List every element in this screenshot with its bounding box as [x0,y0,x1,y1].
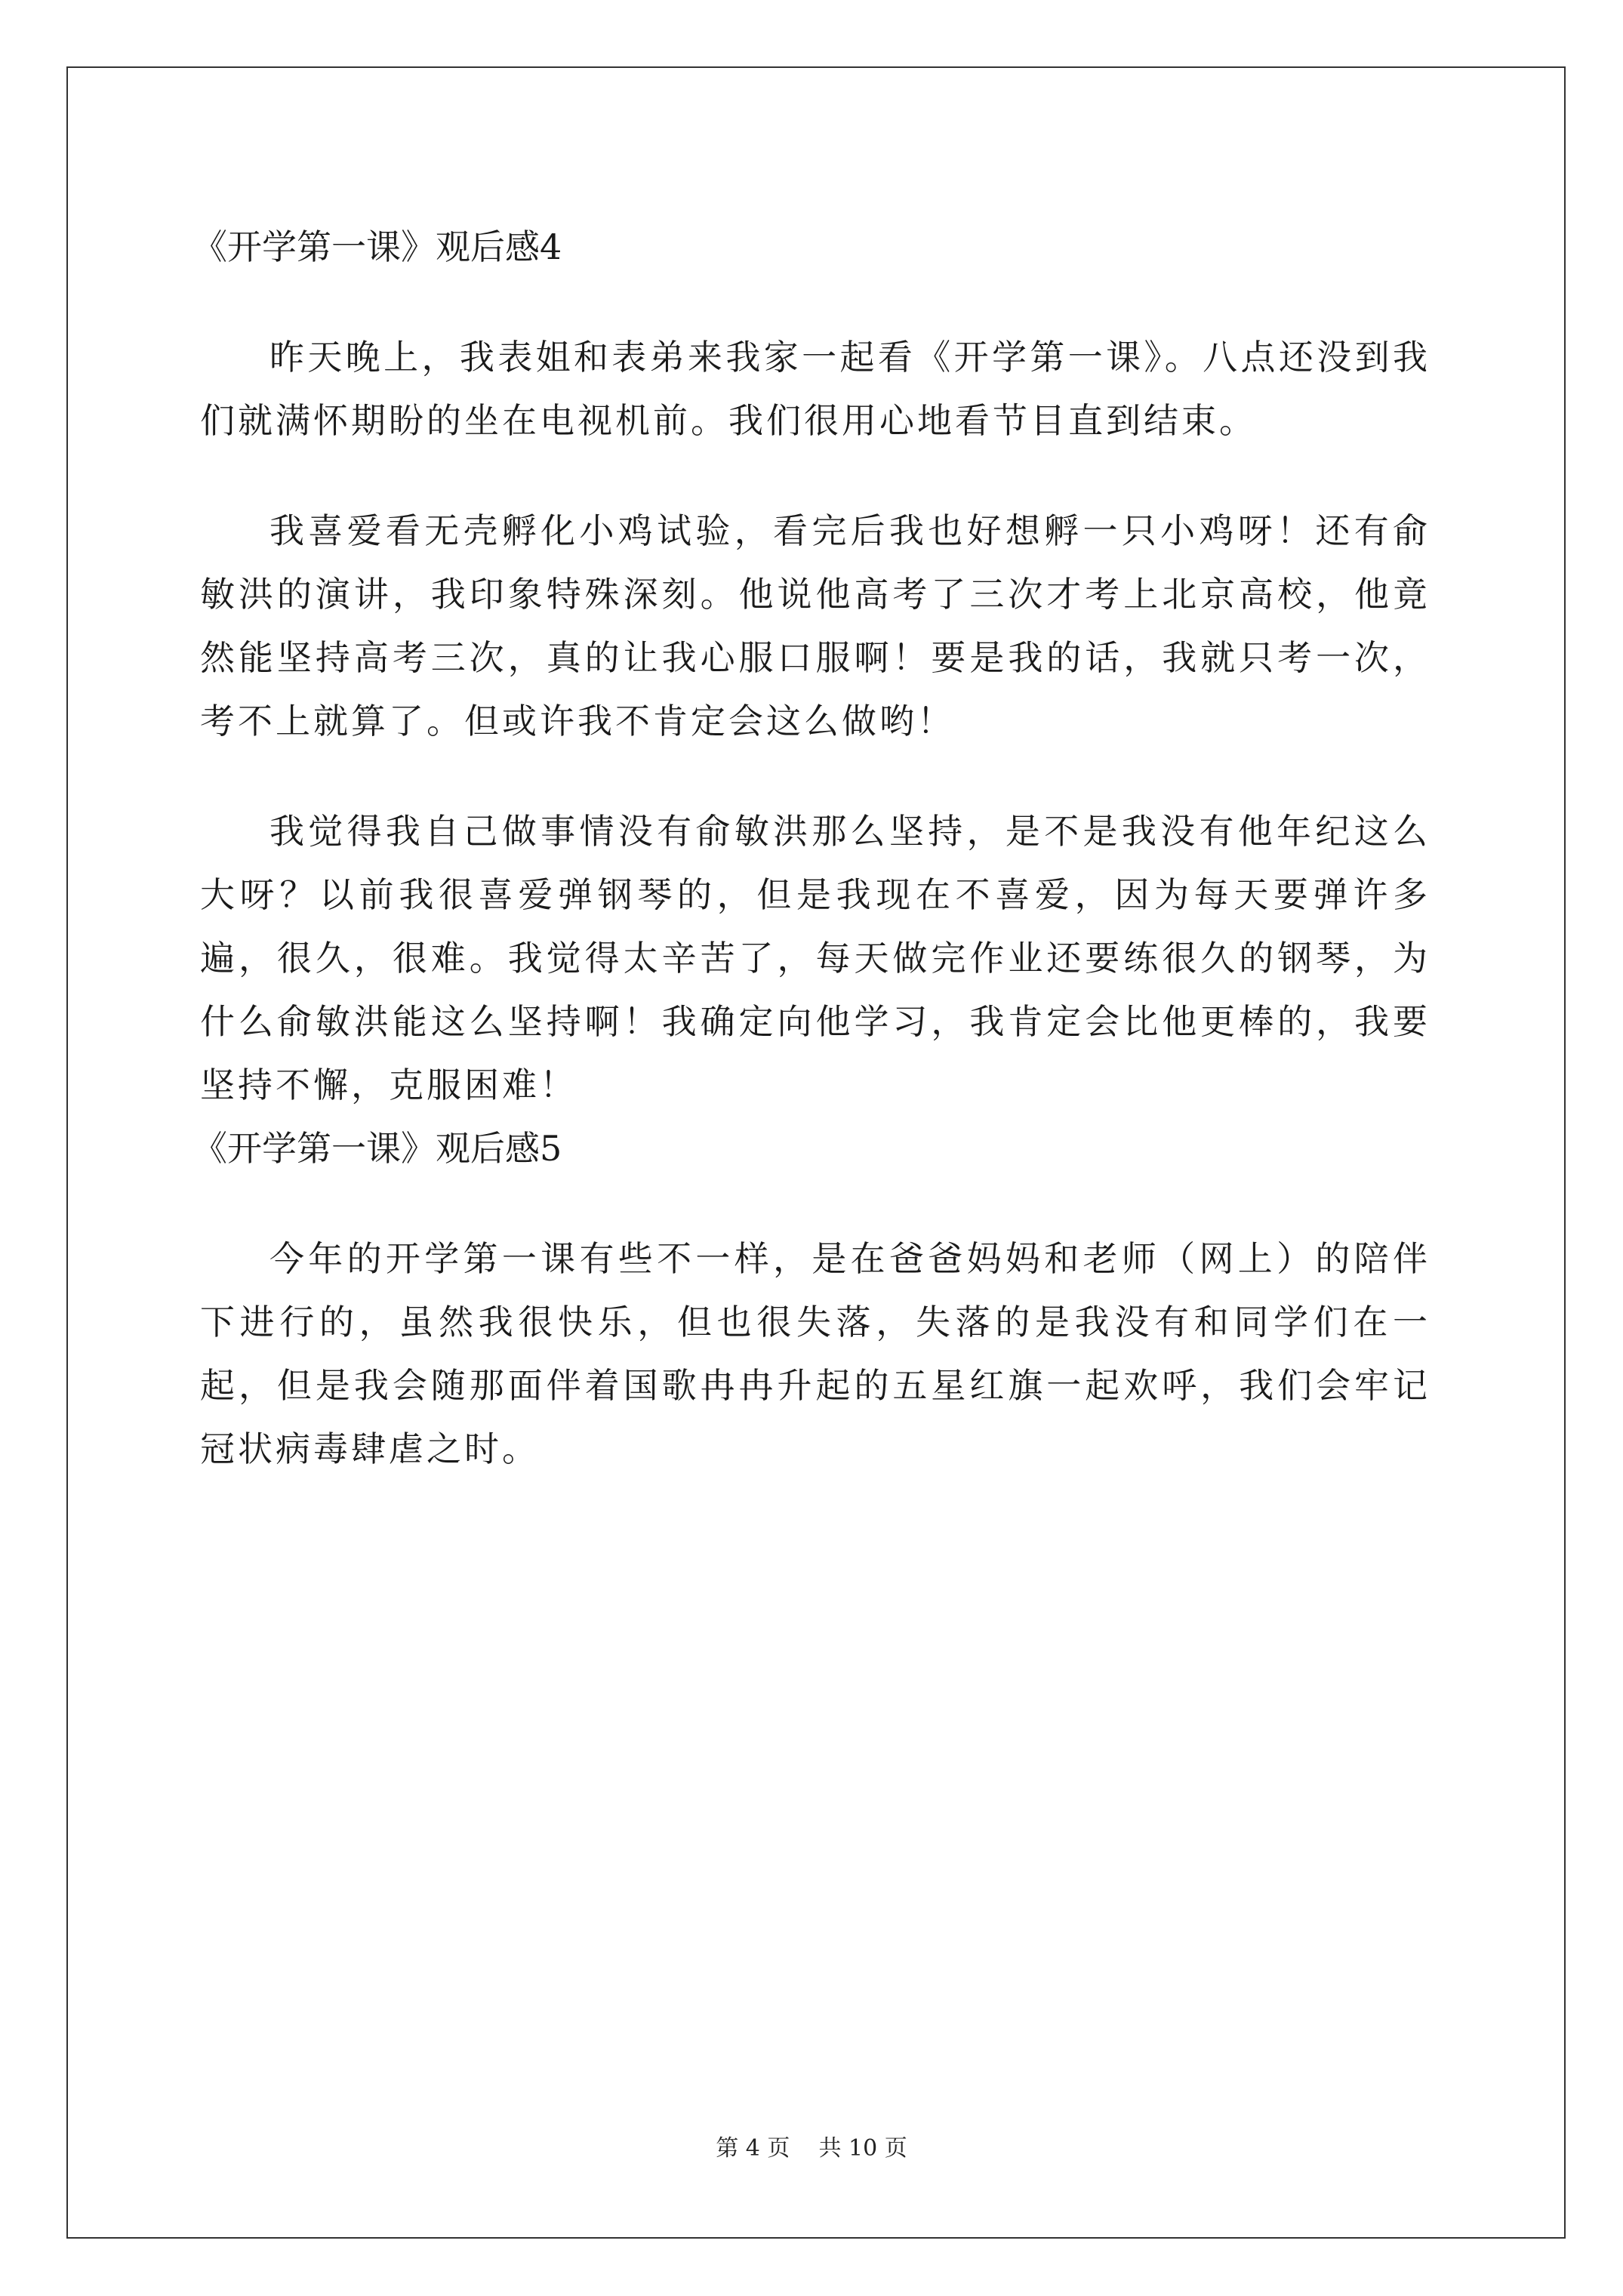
paragraph: 今年的开学第一课有些不一样，是在爸爸妈妈和老师（网上）的陪伴下进行的，虽然我很快乐，但也很失落，失落的是我没有和同学们在一起，但是我会随那面伴着国歌冉冉升起的五星红旗一起欢呼，我们会牢记冠状病毒肆虐之时。 [200,1238,1431,1469]
paragraph: 昨天晚上，我表姐和表弟来我家一起看《开学第一课》。八点还没到我们就满怀期盼的坐在电视机前。我们很用心地看节目直到结束。 [200,337,1431,441]
paragraph: 我觉得我自己做事情没有俞敏洪那么坚持，是不是我没有他年纪这么大呀？以前我很喜爱弹钢琴的，但是我现在不喜爱，因为每天要弹许多遍，很久，很难。我觉得太辛苦了，每天做完作业还要练很久的钢琴，为什么俞敏洪能这么坚持啊！我确定向他学习，我肯定会比他更棒的，我要坚持不懈，克服困难！ [200,811,1431,1105]
section-heading-4: 《开学第一课》观后感4 [192,227,562,267]
page-number-footer: 第 4 页 共 10 页 [716,2135,907,2162]
paragraph: 我喜爱看无壳孵化小鸡试验，看完后我也好想孵一只小鸡呀！还有俞敏洪的演讲，我印象特殊深刻。他说他高考了三次才考上北京高校，他竟然能坚持高考三次，真的让我心服口服啊！要是我的话，我就只考一次，考不上就算了。但或许我不肯定会这么做哟！ [200,510,1431,741]
section-heading-5: 《开学第一课》观后感5 [192,1128,562,1169]
document-body [192,215,1431,1481]
